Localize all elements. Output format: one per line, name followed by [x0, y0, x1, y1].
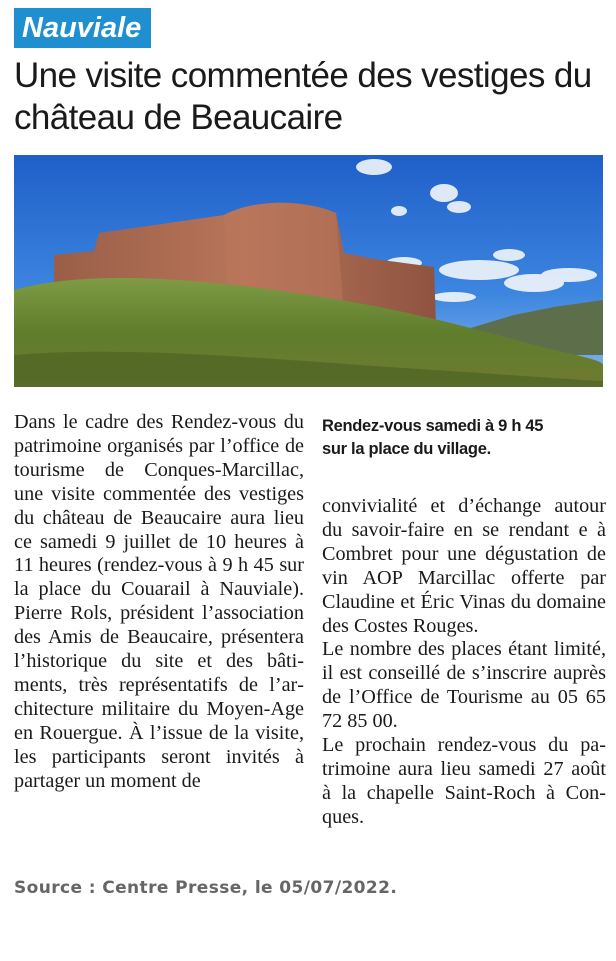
caption-line: Rendez-vous samedi à 9 h 45: [322, 417, 544, 435]
article-column-right: [322, 495, 606, 830]
article-paragraph: Le nombre des places étant limité, il est conseillé de s’inscrire auprès de l’Office de Tourisme au 05 65 72 85 00.: [322, 638, 606, 733]
article-column-left: [14, 411, 304, 794]
source-line: Source : Centre Presse, le 05/07/2022.: [14, 878, 398, 898]
article-paragraph: Dans le cadre des Rendez-vous du patrimoine organisés par l’office de tourisme de Conques-Marcillac, une visite commentée des vestiges du château de Beaucaire aura lieu ce samedi 9 juillet de 10 heures à 11 heures (rendez-vous à 9 h 45 sur la place du Couarail à Nauviale). Pierre Rols, président l’association des Amis de Beaucaire, présentera l’historique du site et des bâtiments, très représentatifs de l’architecture militaire du Moyen-Age en Rouergue. À l’issue de la visite, les participants seront invités à partager un moment de: [14, 411, 304, 792]
caption-line: sur la place du village.: [322, 440, 491, 458]
article-paragraph: convivialité et d’échange autour du savoir-faire en se rendant e à Combret pour une dégustation de vin AOP Marcillac offerte par Claudine et Éric Vinas du domaine des Costes Rouges.: [322, 495, 606, 637]
photo-caption: [322, 415, 602, 461]
headline: Une visite commentée des vestiges du château de Beaucaire: [14, 56, 592, 137]
section-tag: Nauviale: [14, 8, 151, 48]
article-paragraph: Le prochain rendez-vous du patrimoine aura lieu samedi 27 août à la chapelle Saint-Roch à Conques.: [322, 734, 606, 828]
castle-photo: [14, 155, 603, 387]
